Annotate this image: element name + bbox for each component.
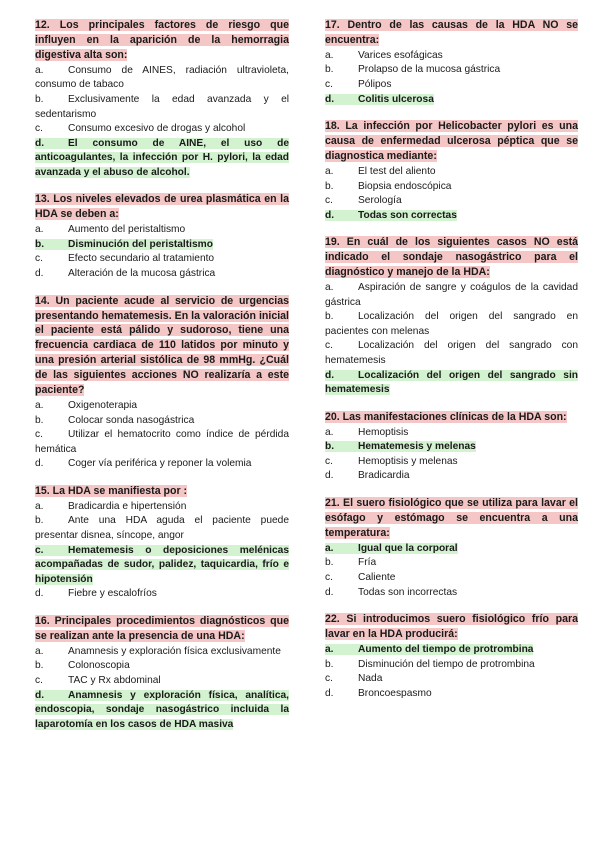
- option-letter: d.: [325, 209, 335, 221]
- option-text: TAC y Rx abdominal: [68, 675, 161, 687]
- option-text: Bradicardia: [358, 470, 410, 482]
- option-text: Localización del origen del sangrado con hematemesis: [325, 340, 578, 366]
- answer-option-correct: [325, 440, 578, 455]
- option-letter: b.: [325, 311, 334, 323]
- option-content: [325, 64, 500, 75]
- option-text: Anamnesis y exploración física, analítica, endoscopia, sondaje nasogástrico incluida la laparotomía en los casos de HDA masiva: [35, 689, 289, 730]
- option-content: [325, 340, 578, 366]
- option-text: Localización del origen del sangrado sin hematemesis: [325, 369, 578, 396]
- question-title: [35, 294, 289, 398]
- option-letter: c.: [325, 571, 333, 583]
- question-title: [325, 612, 578, 642]
- answer-option: [325, 194, 578, 209]
- option-content: [325, 470, 410, 481]
- option-content: [325, 50, 443, 61]
- question-block: [325, 235, 578, 397]
- question-title: [35, 18, 289, 63]
- option-content: [325, 94, 434, 105]
- question-text: 19. En cuál de los siguientes casos NO está indicado el sondaje nasogástrico para el diagnóstico y manejo de la HDA:: [325, 236, 578, 279]
- question-text: 16. Principales procedimientos diagnósticos que se realizan ante la presencia de una HDA:: [35, 615, 289, 642]
- answer-option: [325, 556, 578, 571]
- option-letter: b.: [325, 180, 334, 192]
- option-text: Pólipos: [358, 79, 392, 90]
- option-letter: b.: [35, 238, 45, 250]
- option-content: [325, 311, 578, 337]
- option-letter: a.: [325, 49, 334, 61]
- option-letter: b.: [325, 557, 334, 569]
- option-letter: c.: [325, 455, 333, 467]
- option-letter: d.: [35, 268, 44, 280]
- option-content: [35, 545, 289, 585]
- option-content: [35, 675, 161, 686]
- option-content: [35, 400, 137, 411]
- option-text: Todas son correctas: [358, 209, 457, 221]
- answer-option: [325, 78, 578, 93]
- question-text: 21. El suero fisiológico que se utiliza para lavar el esófago y estómago se encuentra a una temperatura:: [325, 497, 578, 539]
- option-letter: c.: [35, 123, 43, 135]
- option-text: Consumo excesivo de drogas y alcohol: [68, 123, 246, 135]
- option-content: [35, 646, 281, 657]
- right-column: [325, 18, 578, 713]
- option-content: [325, 181, 451, 192]
- option-letter: a.: [325, 282, 334, 293]
- option-content: [35, 268, 215, 279]
- option-letter: b.: [35, 660, 44, 672]
- answer-option: [325, 63, 578, 78]
- answer-option-correct: [325, 542, 578, 557]
- question-text: 12. Los principales factores de riesgo que influyen en la aparición de la hemorragia digestiva alta son:: [35, 19, 289, 61]
- option-content: [35, 458, 251, 469]
- option-letter: c.: [325, 340, 333, 352]
- option-letter: d.: [35, 137, 45, 149]
- option-text: El test del aliento: [358, 165, 436, 177]
- question-block: [325, 119, 578, 223]
- option-letter: a.: [35, 224, 44, 236]
- option-letter: a.: [325, 426, 334, 438]
- option-text: Hemoptisis: [358, 426, 409, 438]
- option-content: [35, 515, 289, 541]
- option-letter: d.: [325, 93, 335, 105]
- question-text: 15. La HDA se manifiesta por :: [35, 484, 188, 497]
- option-text: Prolapso de la mucosa gástrica: [358, 64, 501, 76]
- option-letter: b.: [35, 414, 44, 426]
- option-letter: c.: [35, 675, 43, 687]
- option-letter: a.: [35, 64, 44, 76]
- option-text: Exclusivamente la edad avanzada y el sedentarismo: [35, 93, 289, 120]
- option-text: Aumento del peristaltismo: [68, 224, 186, 236]
- answer-option-correct: [325, 209, 578, 224]
- answer-option: [35, 587, 289, 602]
- question-title: [325, 410, 578, 425]
- answer-option: [35, 252, 289, 267]
- question-block: [35, 18, 289, 180]
- answer-option: [325, 687, 578, 702]
- answer-option: [35, 122, 289, 137]
- option-letter: c.: [35, 253, 43, 265]
- question-text: 22. Si introducimos suero fisiológico frío para lavar en la HDA producirá:: [325, 613, 578, 641]
- option-text: Anamnesis y exploración física exclusivamente: [68, 645, 281, 657]
- option-text: Fiebre y escalofríos: [68, 588, 157, 600]
- option-text: Colitis ulcerosa: [358, 93, 434, 105]
- option-content: [325, 166, 436, 177]
- question-title: [325, 235, 578, 280]
- option-text: Utilizar el hematocrito como índice de pérdida hemática: [35, 429, 289, 455]
- option-content: [35, 415, 194, 426]
- question-block: [325, 18, 578, 107]
- option-content: [325, 673, 382, 684]
- option-content: [35, 138, 289, 178]
- option-text: Disminución del tiempo de protrombina: [358, 658, 535, 670]
- option-letter: a.: [35, 645, 44, 657]
- option-text: Hematemesis y melenas: [358, 441, 476, 453]
- option-text: Localización del origen del sangrado en pacientes con melenas: [325, 311, 578, 337]
- option-letter: b.: [35, 93, 44, 105]
- option-letter: b.: [325, 64, 334, 76]
- answer-option: [325, 426, 578, 441]
- option-content: [35, 690, 289, 730]
- option-content: [35, 94, 289, 120]
- option-text: Serología: [358, 195, 402, 207]
- question-block: [325, 496, 578, 600]
- option-text: Colocar sonda nasogástrica: [68, 414, 195, 426]
- answer-option: [35, 428, 289, 457]
- answer-option: [35, 223, 289, 238]
- option-content: [325, 572, 395, 583]
- option-text: Alteración de la mucosa gástrica: [68, 268, 216, 280]
- option-letter: c.: [35, 544, 44, 556]
- option-text: Consumo de AINES, radiación ultravioleta, consumo de tabaco: [35, 64, 289, 91]
- option-content: [325, 543, 458, 554]
- question-title: [35, 484, 289, 499]
- option-letter: b.: [35, 515, 44, 527]
- answer-option: [325, 339, 578, 368]
- answer-option-correct: [35, 689, 289, 733]
- question-text: 20. Las manifestaciones clínicas de la HDA son:: [325, 410, 567, 423]
- question-title: [35, 192, 289, 222]
- option-letter: a.: [35, 400, 44, 411]
- question-text: 13. Los niveles elevados de urea plasmática en la HDA se deben a:: [35, 193, 289, 221]
- option-text: Biopsia endoscópica: [358, 180, 452, 192]
- option-content: [325, 644, 533, 655]
- option-letter: a.: [325, 643, 334, 655]
- option-content: [35, 123, 245, 134]
- option-text: Disminución del peristaltismo: [68, 238, 213, 250]
- question-block: [325, 612, 578, 701]
- question-block: [35, 294, 289, 472]
- question-text: 18. La infección por Helicobacter pylori es una causa de enfermedad ulcerosa péptica que se diagnostica mediante:: [325, 120, 578, 162]
- option-text: Aumento del tiempo de protrombina: [358, 643, 534, 655]
- answer-option: [35, 267, 289, 282]
- option-text: Hemoptisis y melenas: [358, 455, 458, 467]
- option-text: Aspiración de sangre y coágulos de la cavidad gástrica: [325, 282, 578, 308]
- answer-option: [325, 281, 578, 310]
- question-text: 17. Dentro de las causas de la HDA NO se encuentra:: [325, 19, 578, 46]
- answer-option: [325, 165, 578, 180]
- option-letter: d.: [35, 689, 45, 701]
- option-letter: b.: [325, 441, 335, 453]
- option-letter: c.: [35, 429, 43, 441]
- answer-option: [35, 64, 289, 93]
- option-content: [325, 456, 458, 467]
- answer-option-correct: [35, 238, 289, 253]
- option-letter: d.: [325, 687, 334, 699]
- option-text: Todas son incorrectas: [358, 586, 458, 598]
- option-text: Hematemesis o deposiciones melénicas acompañadas de sudor, palidez, taquicardia, frío e hipotensión: [35, 544, 289, 585]
- answer-option: [35, 399, 289, 414]
- answer-option-correct: [325, 643, 578, 658]
- option-content: [325, 587, 457, 598]
- option-content: [35, 660, 130, 671]
- option-text: Broncoespasmo: [358, 687, 432, 699]
- option-text: Coger vía periférica y reponer la volemia: [68, 458, 252, 470]
- option-text: Ante una HDA aguda el paciente puede presentar disnea, síncope, angor: [35, 515, 289, 542]
- option-text: Igual que la corporal: [358, 542, 458, 554]
- option-letter: d.: [325, 586, 334, 598]
- option-content: [35, 429, 289, 455]
- question-block: [325, 410, 578, 484]
- answer-option: [35, 659, 289, 674]
- option-content: [325, 210, 457, 221]
- answer-option: [325, 455, 578, 470]
- option-text: Colonoscopia: [68, 660, 130, 672]
- option-content: [325, 282, 578, 308]
- left-column: [35, 18, 289, 744]
- answer-option: [325, 571, 578, 586]
- question-block: [35, 484, 289, 602]
- option-content: [325, 659, 535, 670]
- answer-option-correct: [325, 369, 578, 398]
- option-text: Fría: [358, 557, 377, 569]
- answer-option: [325, 672, 578, 687]
- option-text: Oxigenoterapia: [68, 400, 138, 411]
- option-letter: b.: [325, 658, 334, 670]
- question-block: [35, 614, 289, 732]
- option-content: [325, 79, 391, 90]
- answer-option: [325, 180, 578, 195]
- question-block: [35, 192, 289, 281]
- answer-option-correct: [325, 93, 578, 108]
- option-letter: a.: [35, 500, 44, 512]
- answer-option: [35, 457, 289, 472]
- option-letter: d.: [35, 458, 44, 470]
- answer-option: [325, 658, 578, 673]
- option-content: [325, 370, 578, 396]
- option-letter: a.: [325, 165, 334, 177]
- question-title: [325, 119, 578, 164]
- option-letter: c.: [325, 673, 333, 685]
- answer-option: [325, 49, 578, 64]
- answer-option: [35, 645, 289, 660]
- option-text: Varices esofágicas: [358, 49, 443, 61]
- option-text: Efecto secundario al tratamiento: [68, 253, 215, 265]
- option-content: [35, 224, 185, 235]
- answer-option: [325, 310, 578, 339]
- option-letter: d.: [325, 470, 334, 482]
- answer-option: [35, 93, 289, 122]
- option-content: [35, 65, 289, 91]
- question-text: 14. Un paciente acude al servicio de urgencias presentando hematemesis. En la valoración inicial el paciente está pálido y sudoroso, tiene una frecuencia cardiaca de 110 latidos por minuto y una presión arterial sistólica de 98 mmHg. ¿Cuál de las siguientes acciones NO realizaría a este paciente?: [35, 294, 289, 397]
- answer-option: [35, 674, 289, 689]
- answer-option-correct: [35, 137, 289, 181]
- option-letter: c.: [325, 195, 333, 207]
- option-letter: a.: [325, 542, 334, 554]
- answer-option: [325, 469, 578, 484]
- option-content: [325, 688, 432, 699]
- option-letter: d.: [325, 369, 335, 381]
- option-text: Caliente: [358, 571, 396, 583]
- option-content: [325, 441, 476, 452]
- answer-option: [35, 414, 289, 429]
- question-title: [325, 18, 578, 48]
- question-title: [325, 496, 578, 541]
- answer-option: [35, 500, 289, 515]
- option-content: [35, 588, 157, 599]
- answer-option: [325, 586, 578, 601]
- option-content: [35, 501, 186, 512]
- question-title: [35, 614, 289, 644]
- answer-option-correct: [35, 544, 289, 588]
- option-letter: d.: [35, 588, 44, 600]
- answer-option: [35, 514, 289, 543]
- option-content: [35, 239, 213, 250]
- option-text: El consumo de AINE, el uso de anticoagulantes, la infección por H. pylori, la edad avanzada y el abuso de alcohol.: [35, 137, 289, 178]
- option-content: [325, 557, 376, 568]
- option-content: [325, 427, 408, 438]
- option-text: Bradicardia e hipertensión: [68, 500, 187, 512]
- option-content: [325, 195, 402, 206]
- option-letter: c.: [325, 79, 333, 90]
- option-text: Nada: [358, 673, 383, 685]
- option-content: [35, 253, 214, 264]
